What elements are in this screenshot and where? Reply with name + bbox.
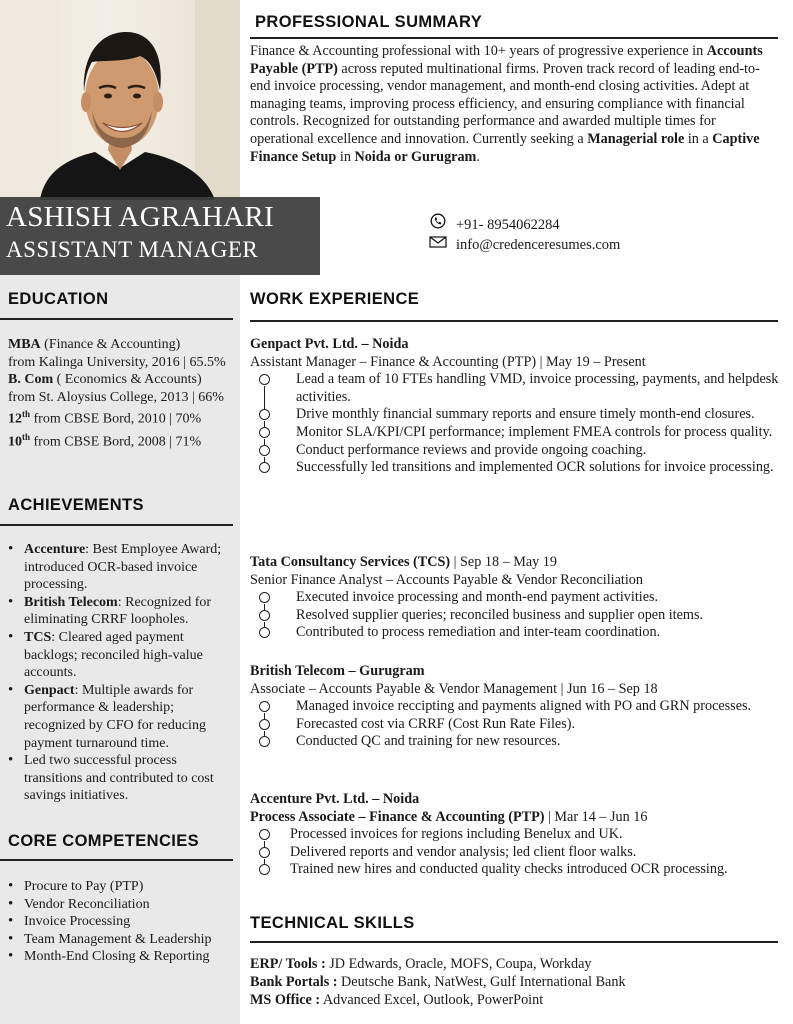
duty-item xyxy=(250,442,780,460)
job-company: Accenture Pvt. Ltd. – Noida xyxy=(250,791,420,807)
achievement-text: Led two successful process transitions and contributed to cost savings initiatives. xyxy=(24,753,214,804)
competency-item: • Vendor Reconciliation xyxy=(6,896,236,914)
technical-skills-divider xyxy=(250,941,778,943)
timeline-node-icon xyxy=(259,847,270,858)
timeline-node-icon xyxy=(259,829,270,840)
skill-label: ERP/ Tools : xyxy=(250,956,326,972)
timeline-node-icon xyxy=(259,374,270,385)
skill-value: Deutsche Bank, NatWest, Gulf International Bank xyxy=(337,974,626,990)
duty-item xyxy=(250,844,780,862)
technical-skills xyxy=(250,955,780,1009)
grade-details: from CBSE Bord, 2010 | 70% xyxy=(30,412,202,428)
duty-text: Conducted QC and training for new resources. xyxy=(296,733,561,750)
technical-skills-heading: TECHNICAL SKILLS xyxy=(250,914,415,932)
degree-name: MBA xyxy=(8,337,41,352)
duty-item xyxy=(250,733,780,751)
job-company: British Telecom – Gurugram xyxy=(250,663,425,679)
duty-text: Monitor SLA/KPI/CPI performance; implement FMEA controls for process quality. xyxy=(296,423,773,440)
skill-label: MS Office : xyxy=(250,992,321,1008)
duty-item xyxy=(250,406,780,424)
achievement-org: British Telecom xyxy=(24,594,118,610)
timeline-node-icon xyxy=(259,719,270,730)
work-experience-heading: WORK EXPERIENCE xyxy=(250,290,420,308)
job-role: Assistant Manager – Finance & Accounting (PTP) | May 19 – Present xyxy=(250,353,646,370)
duty-item xyxy=(250,716,780,734)
duty-text: Drive monthly financial summary reports and ensure timely month-end closures. xyxy=(296,406,755,423)
summary-text: in a xyxy=(684,130,713,147)
duty-text: Conduct performance reviews and provide ongoing coaching. xyxy=(296,441,647,458)
grade-number: 10 xyxy=(8,434,22,450)
competency-item: • Month-End Closing & Reporting xyxy=(6,948,236,966)
job-company: Genpact Pvt. Ltd. – Noida xyxy=(250,336,409,352)
degree-specialization: (Finance & Accounting) xyxy=(40,337,181,352)
skill-row xyxy=(250,991,780,1009)
summary-highlight: Managerial role xyxy=(587,130,685,147)
degree-name: B. Com xyxy=(8,372,54,388)
job-genpact xyxy=(250,336,780,477)
job-header xyxy=(250,554,780,572)
achievements-heading: ACHIEVEMENTS xyxy=(8,496,144,514)
education-list xyxy=(8,336,236,451)
achievement-org: TCS xyxy=(24,629,52,645)
skill-label: Bank Portals : xyxy=(250,974,338,990)
contact-email xyxy=(428,235,620,254)
job-role: Senior Finance Analyst – Accounts Payable & Vendor Reconciliation xyxy=(250,571,643,588)
job-duties xyxy=(250,371,780,477)
timeline-node-icon xyxy=(259,701,270,712)
mail-icon xyxy=(428,235,448,254)
summary-text: . xyxy=(476,148,480,165)
timeline-node-icon xyxy=(259,592,270,603)
skill-value: JD Edwards, Oracle, MOFS, Coupa, Workday xyxy=(325,956,592,972)
competencies-divider xyxy=(0,859,233,861)
duty-text: Executed invoice processing and month-end payment activities. xyxy=(296,589,659,606)
duty-text: Contributed to process remediation and inter-team coordination. xyxy=(296,624,661,641)
competency-item: • Procure to Pay (PTP) xyxy=(6,878,236,896)
duty-item xyxy=(250,459,780,477)
candidate-name: ASHISH AGRAHARI xyxy=(6,201,274,233)
job-accenture xyxy=(250,791,780,879)
education-bcom xyxy=(8,371,236,389)
competency-item: • Invoice Processing xyxy=(6,913,236,931)
grade-details: from CBSE Bord, 2008 | 71% xyxy=(30,434,202,450)
job-role-line xyxy=(250,809,780,827)
job-duties xyxy=(250,826,780,879)
achievement-org: Genpact xyxy=(24,682,75,698)
skill-row xyxy=(250,973,780,991)
phone-number: +91- 8954062284 xyxy=(456,217,560,233)
duty-text: Delivered reports and vendor analysis; led client floor walks. xyxy=(290,843,637,860)
timeline-node-icon xyxy=(259,427,270,438)
achievement-item xyxy=(6,541,236,594)
competency-item: • Team Management & Leadership xyxy=(6,931,236,949)
name-banner xyxy=(0,197,320,275)
education-12th xyxy=(8,406,236,428)
duty-text: Processed invoices for regions including Benelux and UK. xyxy=(290,826,623,843)
achievements-list xyxy=(6,541,236,805)
summary-text: in xyxy=(336,148,355,165)
summary-divider xyxy=(250,37,778,39)
skill-row xyxy=(250,955,780,973)
duty-item xyxy=(250,424,780,442)
achievements-divider xyxy=(0,524,233,526)
profile-photo-illustration xyxy=(0,0,240,200)
summary-highlight: Noida or Gurugram xyxy=(354,148,477,165)
skill-value: Advanced Excel, Outlook, PowerPoint xyxy=(320,992,544,1008)
summary-highlight: Captive Finance Setup xyxy=(250,130,760,165)
duty-text: Lead a team of 10 FTEs handling VMD, invoice processing, payments, and helpdesk activities. xyxy=(296,371,779,405)
achievement-item xyxy=(6,752,236,805)
education-bcom-institution: from St. Aloysius College, 2013 | 66% xyxy=(8,389,224,405)
duty-item xyxy=(250,371,780,406)
summary-heading: PROFESSIONAL SUMMARY xyxy=(255,13,483,31)
timeline-node-icon xyxy=(259,864,270,875)
job-duties xyxy=(250,698,780,751)
summary-text: across reputed multinational firms. Proven track record of leading end-to-end invoice processing, vendor management, and month-end closing activities. Adept at managing teams, improving process efficiency, and ensuring compliance with financial controls. Recognized for outstanding performance and awarded multiple times for operational excellence and innovation. Currently seeking a xyxy=(250,60,760,147)
grade-number: 12 xyxy=(8,412,22,428)
competencies-heading: CORE COMPETENCIES xyxy=(8,832,200,850)
job-tcs xyxy=(250,554,780,642)
job-british-telecom xyxy=(250,663,780,751)
duty-item xyxy=(250,826,780,844)
job-role: Associate – Accounts Payable & Vendor Management | Jun 16 – Sep 18 xyxy=(250,680,658,697)
education-heading: EDUCATION xyxy=(8,290,109,308)
competencies-list xyxy=(6,878,236,966)
duty-item xyxy=(250,624,780,642)
achievement-text: : Cleared aged payment backlogs; reconciled high-value accounts. xyxy=(24,629,203,681)
education-divider xyxy=(0,318,233,320)
duty-text: Forecasted cost via CRRF (Cost Run Rate Files). xyxy=(296,715,576,732)
duty-item xyxy=(250,589,780,607)
grade-suffix: th xyxy=(22,431,31,442)
achievement-text: : Multiple awards for performance & leadership; recognized by CFO for reducing payment turnaround time. xyxy=(24,682,206,751)
timeline-node-icon xyxy=(259,445,270,456)
duty-text: Trained new hires and conducted quality checks introduced OCR processing. xyxy=(290,861,728,878)
achievement-text: : Recognized for eliminating CRRF loopholes. xyxy=(24,594,212,628)
achievement-item xyxy=(6,594,236,629)
timeline-node-icon xyxy=(259,409,270,420)
achievement-text: : Best Employee Award; introduced OCR-based invoice processing. xyxy=(24,542,222,593)
duty-item xyxy=(250,607,780,625)
job-role: Process Associate – Finance & Accounting (PTP) xyxy=(250,808,545,825)
job-dates: | Mar 14 – Jun 16 xyxy=(544,808,648,825)
achievement-org: Accenture xyxy=(24,542,86,557)
candidate-title: ASSISTANT MANAGER xyxy=(6,237,259,262)
achievement-item xyxy=(6,682,236,752)
work-experience-divider xyxy=(250,320,778,322)
grade-suffix: th xyxy=(22,409,31,420)
summary-text: Finance & Accounting professional with 10+ years of progressive experience in xyxy=(250,43,707,59)
duty-text: Managed invoice reccipting and payments aligned with PO and GRN processes. xyxy=(296,698,752,715)
timeline-node-icon xyxy=(259,610,270,621)
summary-highlight: Accounts Payable (PTP) xyxy=(250,43,763,77)
timeline-node-icon xyxy=(259,462,270,473)
job-dates: | Sep 18 – May 19 xyxy=(450,554,557,570)
duty-text: Resolved supplier queries; reconciled business and supplier open items. xyxy=(296,606,704,623)
professional-summary xyxy=(250,43,778,166)
duty-text: Successfully led transitions and implemented OCR solutions for invoice processing. xyxy=(296,459,774,476)
timeline-node-icon xyxy=(259,627,270,638)
timeline-node-icon xyxy=(259,736,270,747)
profile-photo xyxy=(0,0,240,200)
education-mba-institution: from Kalinga University, 2016 | 65.5% xyxy=(8,354,226,370)
education-10th xyxy=(8,429,236,451)
duty-item xyxy=(250,861,780,879)
contact-phone xyxy=(428,213,560,234)
duty-item xyxy=(250,698,780,716)
degree-specialization: ( Economics & Accounts) xyxy=(53,372,202,388)
phone-icon xyxy=(428,213,448,234)
achievement-item xyxy=(6,629,236,682)
job-company: Tata Consultancy Services (TCS) xyxy=(250,554,451,570)
email-address: info@credenceresumes.com xyxy=(456,237,621,253)
education-mba xyxy=(8,336,236,354)
job-duties xyxy=(250,589,780,642)
